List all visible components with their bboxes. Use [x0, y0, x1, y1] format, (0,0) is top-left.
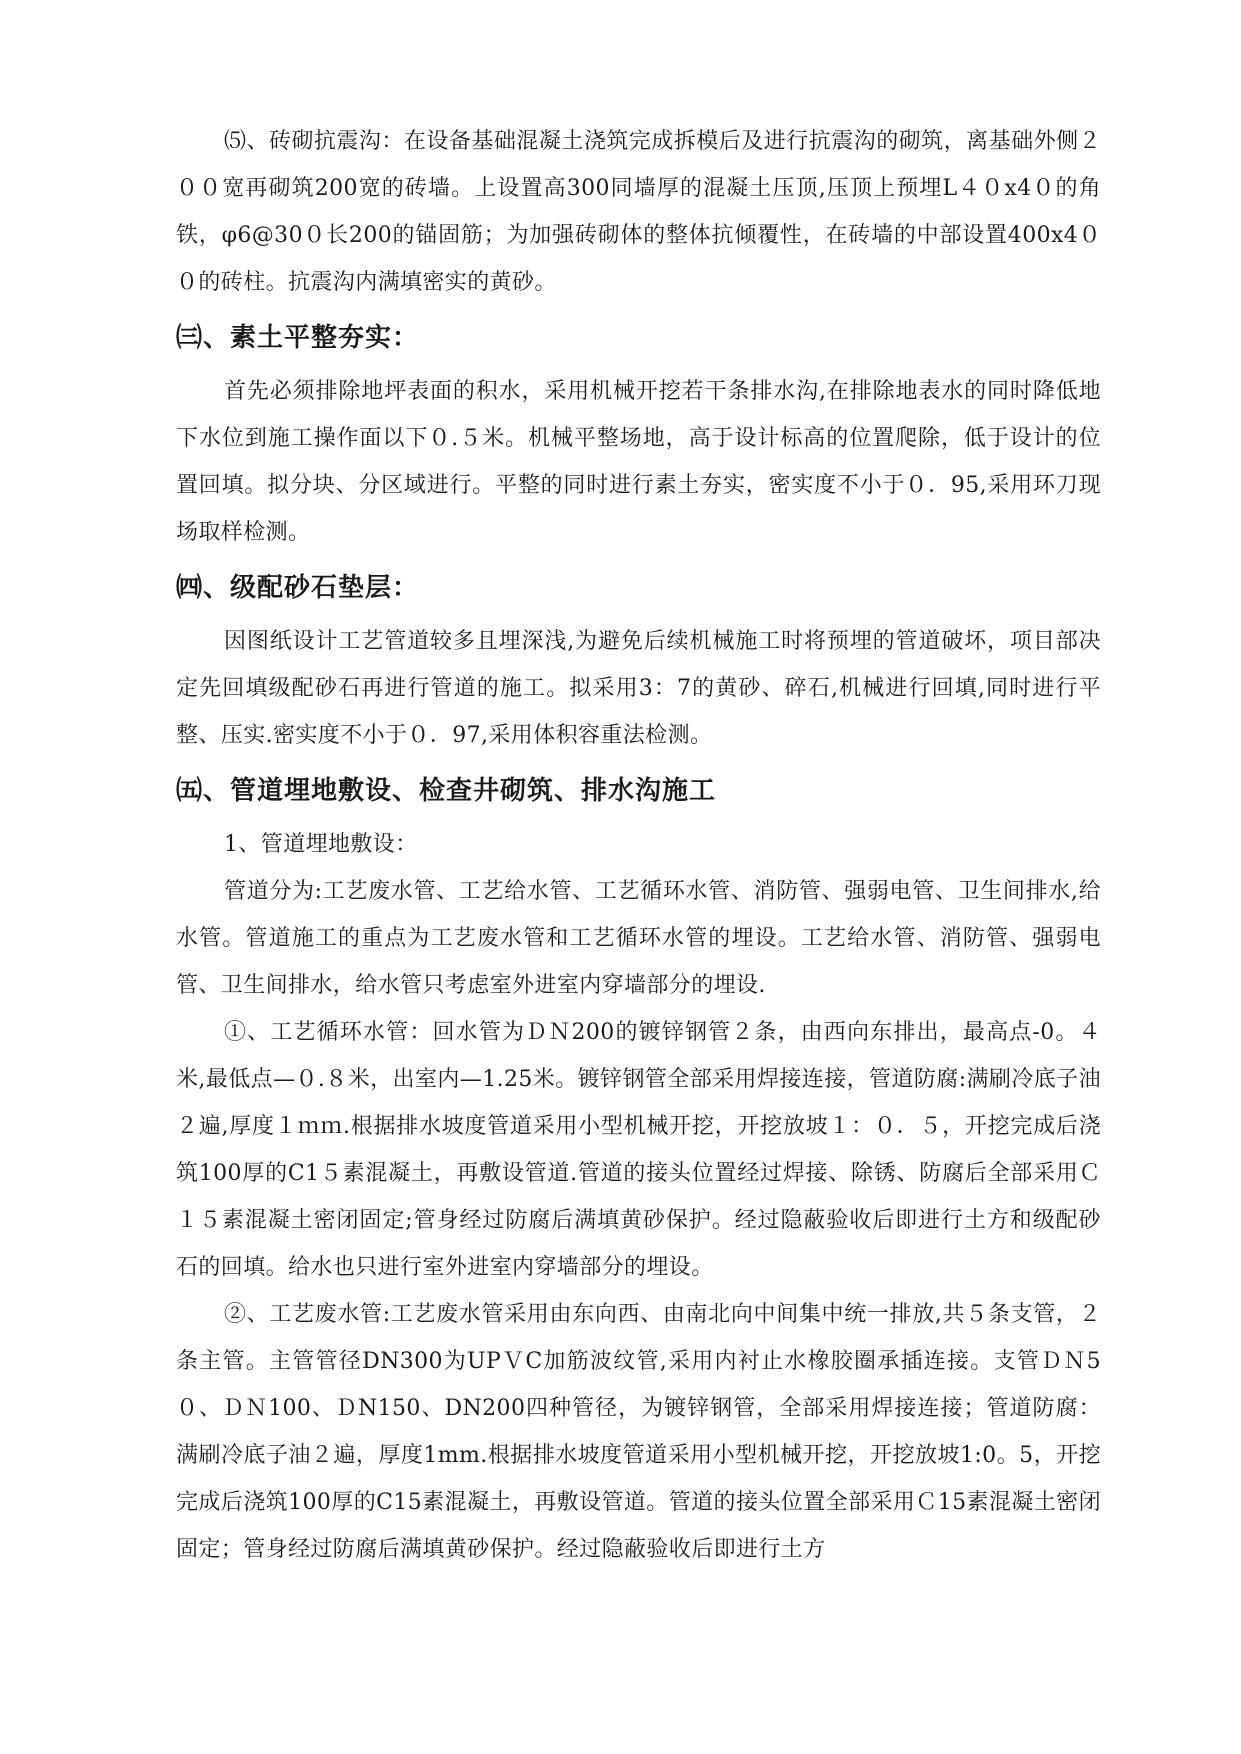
section-heading-5: ㈤、管道埋地敷设、检查井砌筑、排水沟施工 [176, 776, 717, 806]
paragraph-soil-leveling: 首先必须排除地坪表面的积水，采用机械开挖若干条排水沟,在排除地表水的同时降低地下水位到施工操作面以下０.５米。机械平整场地，高于设计标高的位置爬除，低于设计的位置回填。拟分块、分区域进行。平整的同时进行素土夯实，密实度不小于０．95,采用环刀现场取样检测。 [176, 379, 1101, 545]
paragraph-anti-seismic-trench: ⑸、砖砌抗震沟：在设备基础混凝土浇筑完成拆模后及进行抗震沟的砌筑，离基础外侧２００宽再砌筑200宽的砖墙。上设置高300同墙厚的混凝土压顶,压顶上预埋L４０x4０的角铁，φ6@30０长200的锚固筋；为加强砖砌体的整体抗倾覆性，在砖墙的中部设置400x4００的砖柱。抗震沟内满填密实的黄砂。 [176, 129, 1101, 295]
paragraph-gravel-cushion: 因图纸设计工艺管道较多且埋深浅,为避免后续机械施工时将预埋的管道破坏，项目部决定先回填级配砂石再进行管道的施工。拟采用3：7的黄砂、碎石,机械进行回填,同时进行平整、压实.密实度不小于０．97,采用体积容重法检测。 [176, 629, 1101, 748]
subheading-pipe-laying: 1、管道埋地敷设： [224, 832, 418, 857]
paragraph-pipe-types: 管道分为:工艺废水管、工艺给水管、工艺循环水管、消防管、强弱电管、卫生间排水,给水管。管道施工的重点为工艺废水管和工艺循环水管的埋设。工艺给水管、消防管、强弱电管、卫生间排水，给水管只考虑室外进室内穿墙部分的埋设. [176, 879, 1101, 998]
section-heading-4: ㈣、级配砂石垫层： [176, 573, 420, 603]
paragraph-waste-water-pipe: ②、工艺废水管:工艺废水管采用由东向西、由南北向中间集中统一排放,共５条支管，２条主管。主管管径DN300为UPＶC加筋波纹管,采用内衬止水橡胶圈承插连接。支管ＤＮ5０、ＤＮ100、ＤN150、DN200四种管径，为镀锌钢管，全部采用焊接连接；管道防腐：满刷冷底子油２遍，厚度1mm.根据排水坡度管道采用小型机械开挖，开挖放坡1:0。5，开挖完成后浇筑100厚的C15素混凝土，再敷设管道。管道的接头位置全部采用Ｃ15素混凝土密闭固定；管身经过防腐后满填黄砂保护。经过隐蔽验收后即进行土方 [176, 1302, 1101, 1562]
paragraph-circulating-water-pipe: ①、工艺循环水管：回水管为ＤＮ200的镀锌钢管２条，由西向东排出，最高点-0。４米,最低点—０.８米，出室内—1.25米。镀锌钢管全部采用焊接连接，管道防腐:满刷冷底子油２遍,厚度１ｍｍ.根据排水坡度管道采用小型机械开挖，开挖放坡１：０．５，开挖完成后浇筑100厚的C1５素混凝土，再敷设管道.管道的接头位置经过焊接、除锈、防腐后全部采用Ｃ１５素混凝土密闭固定;管身经过防腐后满填黄砂保护。经过隐蔽验收后即进行土方和级配砂石的回填。给水也只进行室外进室内穿墙部分的埋设。 [176, 1020, 1101, 1280]
section-heading-3: ㈢、素土平整夯实： [176, 323, 420, 353]
